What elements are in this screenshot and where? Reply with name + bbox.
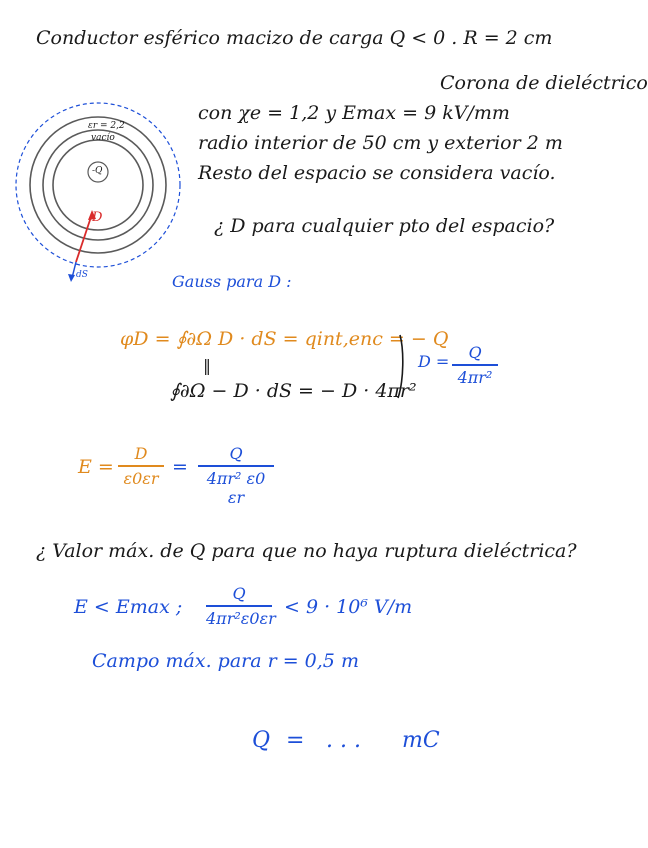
properties-line-2: radio interior de 50 cm y exterior 2 m	[198, 132, 563, 154]
result-unit: mC	[402, 728, 440, 753]
D-result-lhs: D =	[418, 352, 450, 371]
properties-line-1: con χe = 1,2 y Emax = 9 kV/mm	[198, 102, 510, 124]
E-result-numerator: Q	[229, 444, 243, 463]
D-result-fraction	[452, 343, 498, 387]
E-result-fraction	[198, 444, 274, 507]
corona-label: Corona de dieléctrico	[440, 72, 648, 94]
dS-vector-label: dS	[76, 270, 88, 280]
E-relation-numerator: D	[134, 444, 148, 463]
condition-denominator: 4πr²ε0εr	[206, 609, 276, 628]
max-field-radius: Campo máx. para r = 0,5 m	[92, 650, 359, 672]
E-relation-lhs: E =	[78, 456, 114, 478]
gauss-surface-integral: ∮∂Ω − D · dS = − D · 4πr²	[170, 380, 417, 402]
gauss-heading: Gauss para D :	[172, 272, 292, 291]
E-relation-fraction	[118, 444, 164, 488]
result-Q: Q	[252, 728, 271, 753]
E-relation-denominator: ε0εr	[123, 469, 159, 488]
D-vector-label: D	[92, 210, 103, 225]
result-dots: . . .	[326, 728, 361, 753]
condition-numerator: Q	[232, 584, 246, 603]
question-max-Q: ¿ Valor máx. de Q para que no haya ruptura dieléctrica?	[36, 540, 577, 562]
problem-statement: Conductor esférico macizo de carga Q < 0 . R = 2 cm	[36, 27, 553, 49]
epsilon-r-label: εr = 2,2	[88, 121, 125, 131]
properties-line-3: Resto del espacio se considera vacío.	[198, 162, 556, 184]
vacuum-label: vacío	[91, 133, 115, 143]
question-D-field: ¿ D para cualquier pto del espacio?	[214, 215, 555, 237]
E-result-denominator: 4πr² ε0 εr	[206, 469, 266, 507]
charge-label: -Q	[92, 166, 103, 176]
condition-rhs: < 9 · 10⁶ V/m	[284, 596, 413, 618]
condition-lhs: E < Emax ;	[74, 596, 183, 618]
D-result-numerator: Q	[468, 343, 482, 362]
gauss-flux-equation: φD = ∮∂Ω D · dS = qint,enc = − Q	[120, 328, 449, 350]
result-equals: =	[286, 728, 305, 753]
gauss-equality-mark: ‖	[203, 356, 211, 375]
D-result-denominator: 4πr²	[457, 368, 493, 387]
E-relation-equals: =	[172, 456, 188, 478]
condition-fraction	[206, 584, 276, 628]
